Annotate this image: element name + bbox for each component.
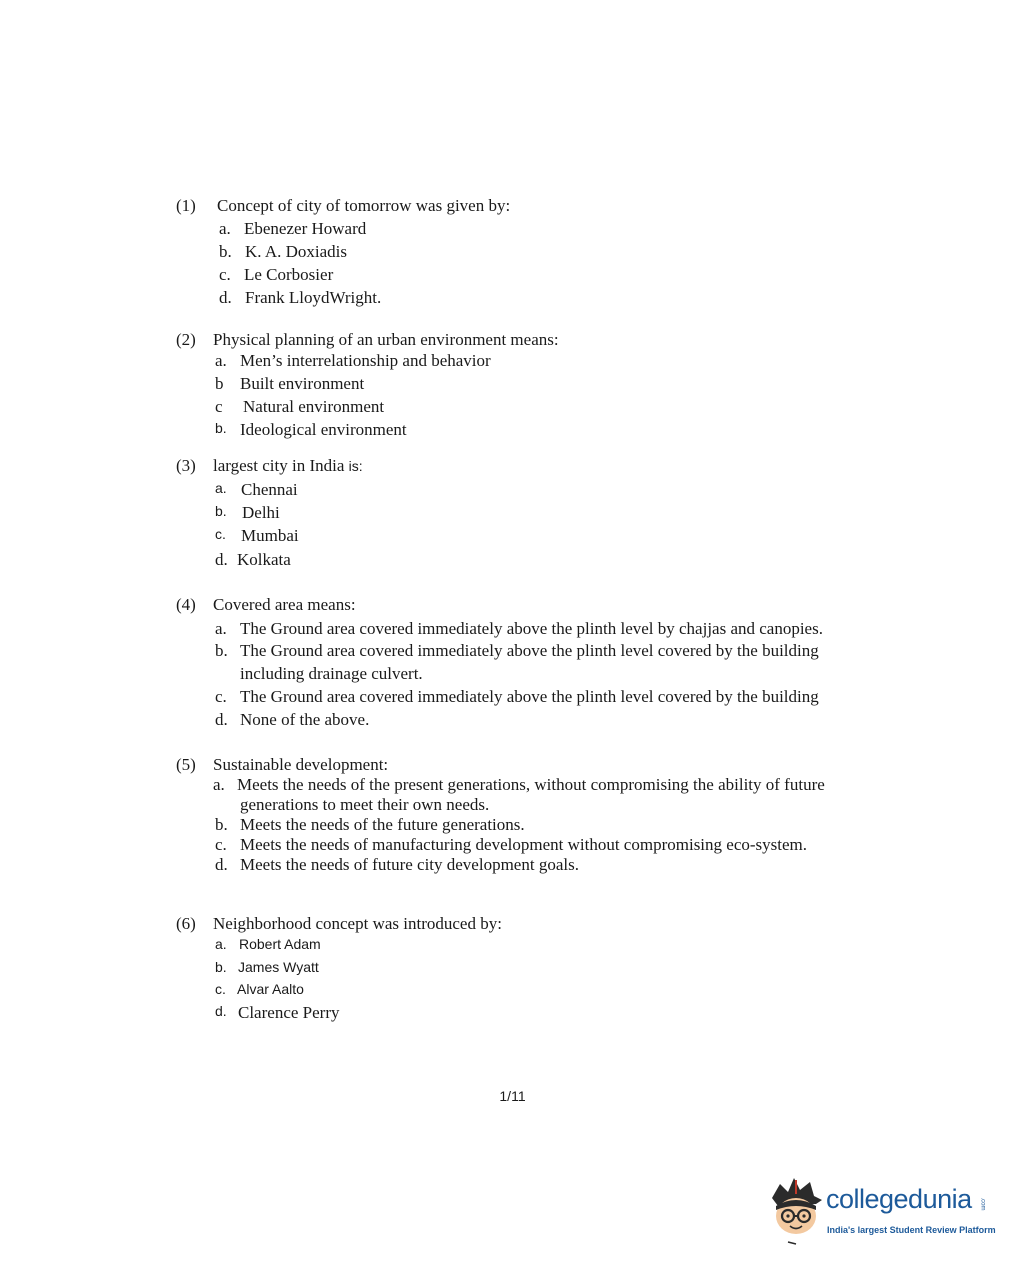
question-text: Physical planning of an urban environment means:	[213, 330, 559, 349]
question-number: (4)	[176, 595, 196, 614]
option-text: The Ground area covered immediately above the plinth level by chajjas and canopies.	[240, 619, 823, 638]
option-text: Kolkata	[237, 550, 291, 569]
option-label: c.	[215, 835, 227, 854]
option-text: Meets the needs of the present generations, without compromising the ability of future	[237, 775, 825, 794]
question-text: Sustainable development:	[213, 755, 389, 774]
question-text-main: largest city in India	[213, 456, 345, 475]
option-label: d.	[215, 710, 228, 729]
option-text: The Ground area covered immediately above the plinth level covered by the building	[240, 687, 819, 706]
option-label: c.	[215, 526, 226, 542]
option-text: Alvar Aalto	[237, 981, 304, 997]
question-number: (6)	[176, 914, 196, 933]
question-text: Neighborhood concept was introduced by:	[213, 914, 502, 933]
option-label: b.	[219, 242, 232, 261]
option-label: b.	[215, 815, 228, 834]
option-text: Meets the needs of manufacturing development without compromising eco-system.	[240, 835, 808, 854]
option-label: a.	[219, 219, 231, 238]
option-label: a.	[215, 351, 227, 370]
question-number: (2)	[176, 330, 196, 349]
question-text-suffix: is:	[348, 458, 363, 474]
option-text: Frank LloydWright.	[245, 288, 382, 307]
option-label: c	[215, 397, 223, 416]
question-text: Covered area means:	[213, 595, 356, 614]
option-text: None of the above.	[240, 710, 370, 729]
option-label: b.	[215, 959, 227, 975]
option-label: c.	[215, 981, 226, 997]
option-label: d.	[215, 1003, 227, 1019]
question-number: (3)	[176, 456, 196, 475]
option-label: c.	[219, 265, 231, 284]
option-text: Mumbai	[241, 526, 299, 545]
option-label: d.	[215, 855, 228, 874]
logo-wordmark: collegedunia	[826, 1184, 972, 1214]
option-label: b.	[215, 641, 228, 660]
option-label: d.	[219, 288, 232, 307]
option-text: Meets the needs of future city development goals.	[240, 855, 579, 874]
question-text	[213, 456, 363, 476]
option-text: Le Corbosier	[244, 265, 334, 284]
option-label: a.	[215, 619, 227, 638]
logo-dotcom: .com	[979, 1197, 986, 1211]
option-text: Natural environment	[243, 397, 385, 416]
collegedunia-logo	[766, 1176, 996, 1250]
option-text: Men’s interrelationship and behavior	[240, 351, 491, 370]
question-text: Concept of city of tomorrow was given by:	[217, 196, 511, 215]
option-text: Robert Adam	[239, 936, 321, 952]
option-label: b.	[215, 503, 227, 519]
option-text: Delhi	[242, 503, 280, 522]
option-text-continued: including drainage culvert.	[240, 664, 423, 683]
option-label: a.	[215, 480, 227, 496]
option-label: d.	[215, 550, 228, 569]
option-text: K. A. Doxiadis	[245, 242, 347, 261]
option-text: Meets the needs of the future generations.	[240, 815, 525, 834]
option-label: c.	[215, 687, 227, 706]
option-label: a.	[213, 775, 225, 794]
option-text: Clarence Perry	[238, 1003, 340, 1022]
option-label: b	[215, 374, 224, 393]
mascot-icon	[766, 1176, 826, 1250]
option-text: The Ground area covered immediately above the plinth level covered by the building	[240, 641, 819, 660]
option-label: b.	[215, 420, 227, 436]
option-text: Chennai	[241, 480, 298, 499]
option-text: Ebenezer Howard	[244, 219, 367, 238]
option-label: a.	[215, 936, 227, 952]
option-text: Ideological environment	[240, 420, 407, 439]
option-text: James Wyatt	[238, 959, 319, 975]
logo-tagline: India's largest Student Review Platform	[827, 1225, 996, 1235]
option-text-continued: generations to meet their own needs.	[240, 795, 490, 814]
page-number: 1/11	[499, 1088, 526, 1104]
option-text: Built environment	[240, 374, 365, 393]
question-number: (1)	[176, 196, 196, 215]
question-number: (5)	[176, 755, 196, 774]
